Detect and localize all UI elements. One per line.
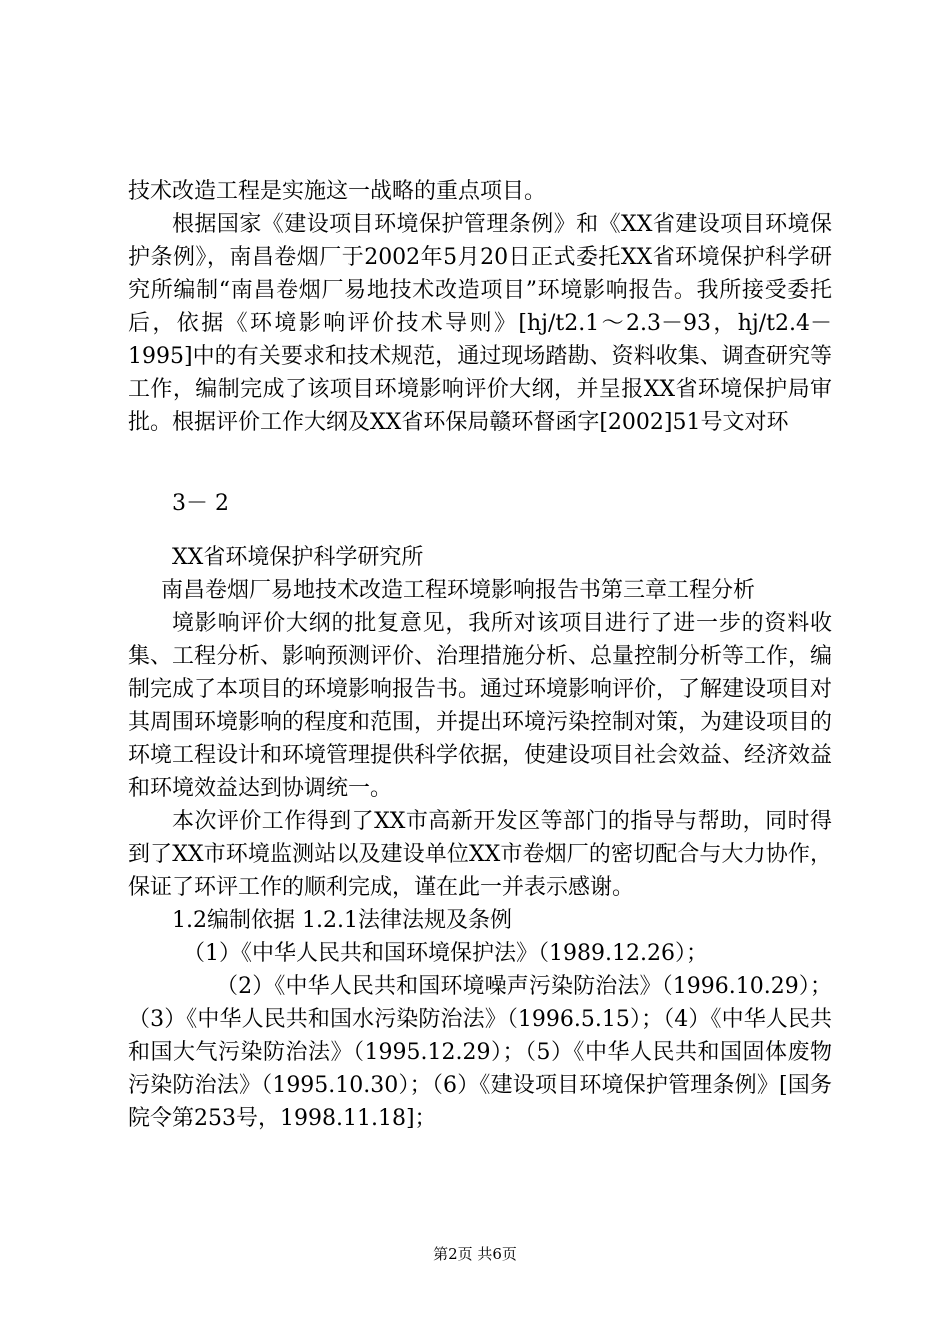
paragraph-1: 技术改造工程是实施这一战略的重点项目。 (128, 179, 547, 204)
paragraph-4: 本次评价工作得到了XX市高新开发区等部门的指导与帮助，同时得到了XX市环境监测站以及建设单位XX市卷烟厂的密切配合与大力协作，保证了环评工作的顺利完成，谨在此一并表示感谢。 (128, 809, 832, 900)
law-item-1: （1）《中华人民共和国环境保护法》（1989.12.26）； (183, 941, 708, 966)
law-items-list: （2）《中华人民共和国环境噪声污染防治法》（1996.10.29）；（3）《中华人民共和国水污染防治法》（1996.5.15）；（4）《中华人民共和国大气污染防治法》（1995.12.29）；（5）《中华人民共和国固体废物污染防治法》（1995.10.30）；（6）《建设项目环境保护管理条例》[国务院令第253号，1998.11.18]； (128, 974, 832, 1131)
section-heading: 1.2编制依据 1.2.1法律法规及条例 (172, 908, 512, 933)
page-footer: 第2页 共6页 (433, 1245, 517, 1263)
report-title: 南昌卷烟厂易地技术改造工程环境影响报告书第三章工程分析 (161, 578, 756, 603)
institute-name: XX省环境保护科学研究所 (172, 545, 424, 570)
paragraph-3: 境影响评价大纲的批复意见，我所对该项目进行了进一步的资料收集、工程分析、影响预测评价、治理措施分析、总量控制分析等工作，编制完成了本项目的环境影响报告书。通过环境影响评价，了解建设项目对其周围环境影响的程度和范围，并提出环境污染控制对策，为建设项目的环境工程设计和环境管理提供科学依据，使建设项目社会效益、经济效益和环境效益达到协调统一。 (128, 611, 833, 801)
text-block-top (128, 175, 832, 439)
page-marker: 3－ 2 (172, 491, 229, 516)
page-header-block (128, 487, 832, 520)
text-block-main (128, 541, 832, 1135)
paragraph-2: 根据国家《建设项目环境保护管理条例》和《XX省建设项目环境保护条例》，南昌卷烟厂于2002年5月20日正式委托XX省环境保护科学研究所编制“南昌卷烟厂易地技术改造项目”环境影响报告。我所接受委托后，依据《环境影响评价技术导则》[hj/t2.1～2.3－93，hj/t2.4－1995]中的有关要求和技术规范，通过现场踏勘、资料收集、调查研究等工作，编制完成了该项目环境影响评价大纲，并呈报XX省环境保护局审批。根据评价工作大纲及XX省环保局赣环督函字[2002]51号文对环 (128, 212, 832, 435)
